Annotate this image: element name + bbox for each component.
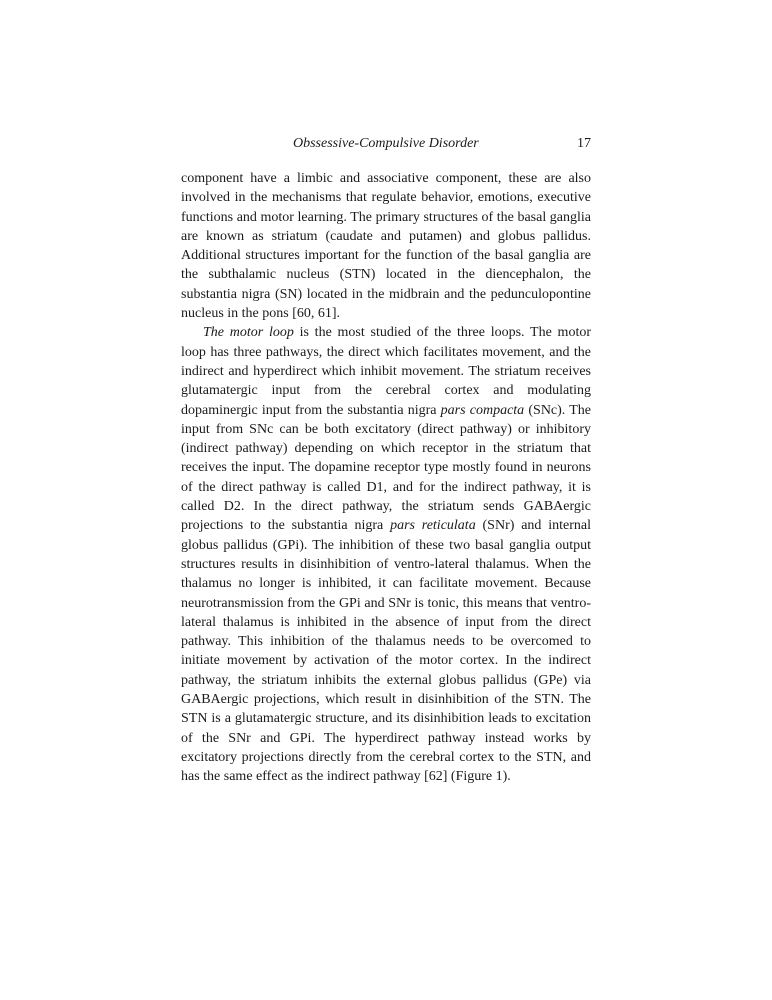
paragraph-motor-loop bbox=[181, 323, 591, 786]
text-run: (SNc). The input from SNc can be both excitatory (direct pathway) or inhibitory (indirect pathway) depending on which receptor in the striatum that receives the input. The dopamine receptor type mostly found in neurons of the direct pathway is called D1, and for the indirect pathway, it is called D2. In the direct pathway, the striatum sends GABAergic projections to the substantia nigra bbox=[181, 402, 591, 534]
text-run-italic: The motor loop bbox=[203, 325, 294, 341]
running-title: Obssessive-Compulsive Disorder bbox=[293, 136, 479, 151]
page-number: 17 bbox=[577, 136, 591, 151]
body-text bbox=[181, 169, 591, 787]
running-head bbox=[181, 134, 591, 154]
text-run-italic: pars compacta bbox=[440, 402, 525, 418]
paragraph-basal-ganglia: component have a limbic and associative component, these are also involved in the mechanisms that regulate behavior, emotions, executive functions and motor learning. The primary structures of the basal ganglia are known as striatum (caudate and putamen) and globus pallidus. Additional structures important for the function of the basal ganglia are the subthalamic nucleus (STN) located in the diencephalon, the substantia nigra (SN) located in the midbrain and the pedunculopontine nucleus in the pons [60, 61]. bbox=[181, 171, 591, 322]
text-run: is the most studied of the three loops. The motor loop has three pathways, the direct which facilitates movement, and the indirect and hyperdirect which inhibit movement. The striatum receives glutamatergic input from the cerebral cortex and modulating dopaminergic input from the substantia nigra bbox=[181, 325, 591, 418]
text-run-italic: pars reticulata bbox=[390, 518, 476, 534]
text-run: (SNr) and internal globus pallidus (GPi). The inhibition of these two basal ganglia output structures results in disinhibition of ventro-lateral thalamus. When the thalamus no longer is inhibited, it can facilitate movement. Because neurotransmission from the GPi and SNr is tonic, this means that ventro-lateral thalamus is inhibited in the absence of input from the direct pathway. This inhibition of the thalamus needs to be overcomed to initiate movement by activation of the motor cortex. In the indirect pathway, the striatum inhibits the external globus pallidus (GPe) via GABAergic projections, which result in disinhibition of the STN. The STN is a glutamatergic structure, and its disinhibition leads to excitation of the SNr and GPi. The hyperdirect pathway instead works by excitatory projections directly from the cerebral cortex to the STN, and has the same effect as the indirect pathway [62] (Figure 1). bbox=[181, 518, 592, 785]
